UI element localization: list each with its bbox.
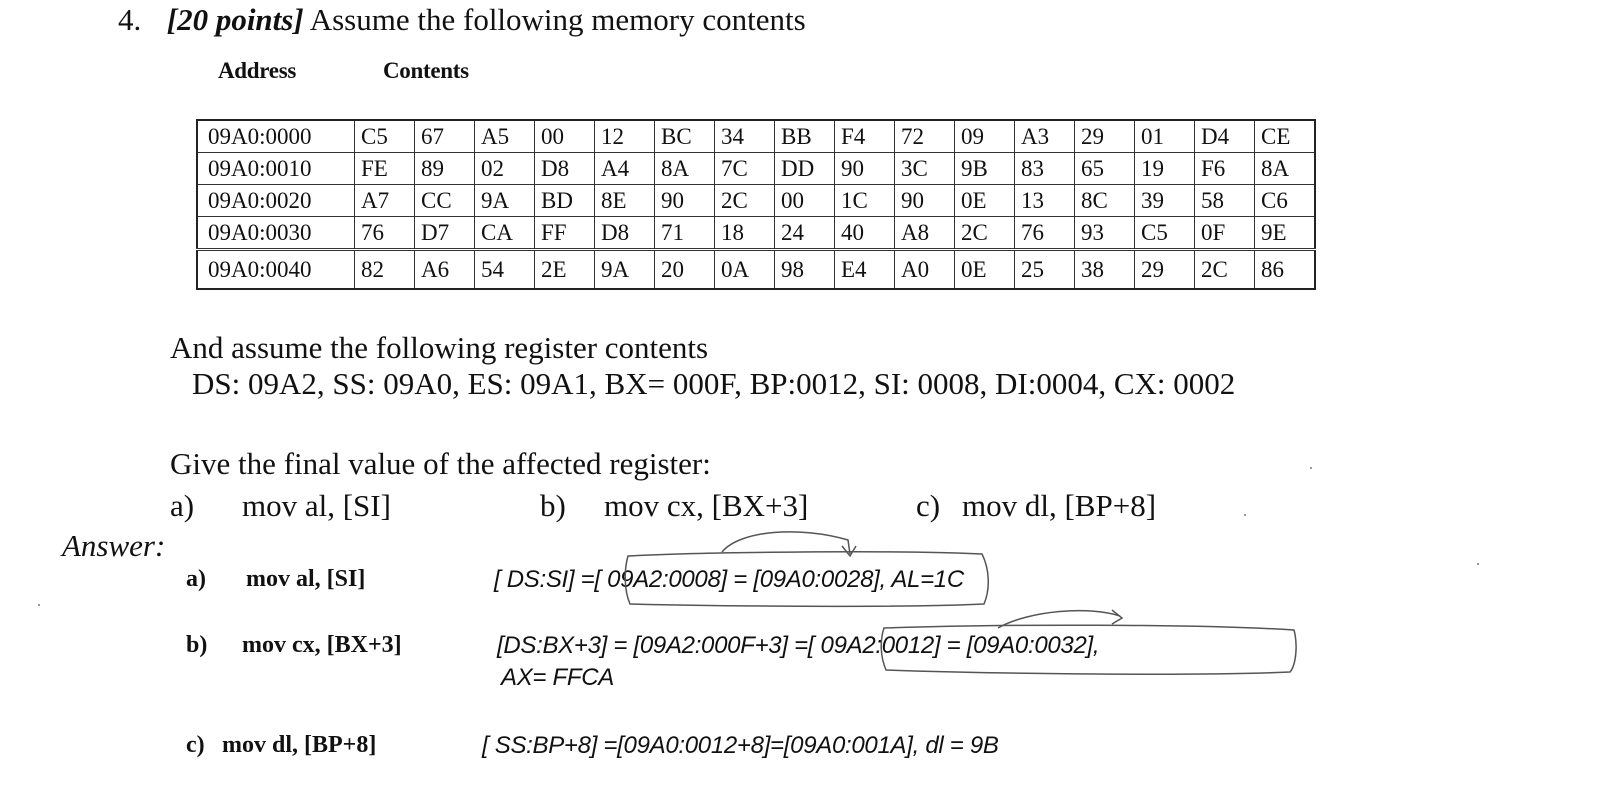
memory-byte-cell: C5	[1135, 217, 1195, 250]
memory-byte-cell: A8	[895, 217, 955, 250]
memory-row	[197, 217, 1315, 250]
task-a-letter: a)	[170, 488, 195, 523]
memory-byte-cell: FE	[355, 153, 415, 185]
answer-c-instruction: mov dl, [BP+8]	[222, 732, 377, 758]
annotation-arrow-b	[998, 611, 1120, 628]
memory-byte-cell: C5	[355, 120, 415, 153]
question-number: 4.	[118, 2, 142, 37]
memory-byte-cell: 29	[1135, 250, 1195, 290]
memory-byte-cell: FF	[535, 217, 595, 250]
scan-speck	[1477, 563, 1479, 565]
memory-byte-cell: D8	[535, 153, 595, 185]
memory-byte-cell: 24	[775, 217, 835, 250]
memory-byte-cell: A5	[475, 120, 535, 153]
memory-byte-cell: C6	[1255, 185, 1316, 217]
memory-row	[197, 120, 1315, 153]
memory-byte-cell: 40	[835, 217, 895, 250]
memory-byte-cell: A7	[355, 185, 415, 217]
memory-byte-cell: 34	[715, 120, 775, 153]
memory-byte-cell: 8A	[1255, 153, 1316, 185]
memory-byte-cell: 54	[475, 250, 535, 290]
memory-address-cell: 09A0:0030	[197, 217, 355, 250]
answer-a-letter: a)	[186, 566, 206, 592]
memory-byte-cell: A0	[895, 250, 955, 290]
memory-byte-cell: CA	[475, 217, 535, 250]
memory-byte-cell: 0A	[715, 250, 775, 290]
memory-byte-cell: 82	[355, 250, 415, 290]
memory-byte-cell: 98	[775, 250, 835, 290]
memory-byte-cell: 90	[895, 185, 955, 217]
memory-byte-cell: BC	[655, 120, 715, 153]
memory-byte-cell: 09	[955, 120, 1015, 153]
scan-speck	[1310, 467, 1312, 469]
memory-byte-cell: 18	[715, 217, 775, 250]
memory-byte-cell: D4	[1195, 120, 1255, 153]
memory-byte-cell: 76	[1015, 217, 1075, 250]
answer-b-instruction: mov cx, [BX+3]	[242, 632, 402, 658]
memory-byte-cell: DD	[775, 153, 835, 185]
answer-c-expression: [ SS:BP+8] =[09A0:0012+8]=[09A0:001A], dl = 9B	[482, 732, 999, 759]
memory-row	[197, 250, 1315, 290]
memory-byte-cell: BD	[535, 185, 595, 217]
memory-byte-cell: A3	[1015, 120, 1075, 153]
memory-byte-cell: 25	[1015, 250, 1075, 290]
memory-byte-cell: 13	[1015, 185, 1075, 217]
task-prompt: Give the final value of the affected register:	[170, 446, 711, 481]
memory-table	[196, 119, 1316, 290]
memory-byte-cell: 12	[595, 120, 655, 153]
memory-byte-cell: 90	[835, 153, 895, 185]
memory-byte-cell: 3C	[895, 153, 955, 185]
memory-row	[197, 153, 1315, 185]
memory-byte-cell: 93	[1075, 217, 1135, 250]
memory-byte-cell: 9E	[1255, 217, 1316, 250]
memory-byte-cell: F4	[835, 120, 895, 153]
scan-speck	[1244, 514, 1246, 516]
memory-byte-cell: 39	[1135, 185, 1195, 217]
scan-speck	[38, 604, 40, 606]
memory-byte-cell: 65	[1075, 153, 1135, 185]
memory-byte-cell: 2E	[535, 250, 595, 290]
answer-a-expression: [ DS:SI] =[ 09A2:0008] = [09A0:0028], AL=1C	[494, 566, 964, 593]
answer-label: Answer:	[62, 528, 166, 563]
memory-byte-cell: 38	[1075, 250, 1135, 290]
memory-byte-cell: 2C	[715, 185, 775, 217]
register-intro: And assume the following register contents	[170, 330, 709, 365]
memory-byte-cell: 9A	[595, 250, 655, 290]
memory-byte-cell: 83	[1015, 153, 1075, 185]
memory-byte-cell: 0E	[955, 250, 1015, 290]
answer-c-letter: c)	[186, 732, 205, 758]
memory-address-cell: 09A0:0000	[197, 120, 355, 153]
memory-byte-cell: E4	[835, 250, 895, 290]
memory-byte-cell: A6	[415, 250, 475, 290]
task-b-letter: b)	[540, 488, 566, 523]
memory-byte-cell: 20	[655, 250, 715, 290]
memory-byte-cell: 9B	[955, 153, 1015, 185]
memory-byte-cell: 01	[1135, 120, 1195, 153]
memory-byte-cell: 0F	[1195, 217, 1255, 250]
memory-byte-cell: 71	[655, 217, 715, 250]
task-c-letter: c)	[916, 488, 941, 523]
question-heading	[118, 2, 806, 38]
address-header: Address	[218, 58, 296, 83]
memory-byte-cell: CE	[1255, 120, 1316, 153]
memory-byte-cell: 2C	[1195, 250, 1255, 290]
memory-byte-cell: 0E	[955, 185, 1015, 217]
memory-address-cell: 09A0:0010	[197, 153, 355, 185]
memory-byte-cell: 7C	[715, 153, 775, 185]
register-values: DS: 09A2, SS: 09A0, ES: 09A1, BX= 000F, BP:0012, SI: 0008, DI:0004, CX: 0002	[192, 366, 1236, 401]
memory-byte-cell: D8	[595, 217, 655, 250]
annotation-arrowhead-b	[1112, 610, 1122, 624]
task-c-instruction: mov dl, [BP+8]	[962, 488, 1157, 523]
memory-byte-cell: 00	[535, 120, 595, 153]
memory-byte-cell: 8C	[1075, 185, 1135, 217]
answer-b-expression: [DS:BX+3] = [09A2:000F+3] =[ 09A2:0012] = [09A0:0032],	[497, 632, 1100, 659]
question-points: [20 points]	[166, 2, 304, 37]
memory-byte-cell: 89	[415, 153, 475, 185]
memory-byte-cell: 00	[775, 185, 835, 217]
memory-byte-cell: 8A	[655, 153, 715, 185]
task-b-instruction: mov cx, [BX+3]	[604, 488, 809, 523]
memory-byte-cell: 9A	[475, 185, 535, 217]
memory-byte-cell: D7	[415, 217, 475, 250]
memory-byte-cell: 90	[655, 185, 715, 217]
memory-byte-cell: A4	[595, 153, 655, 185]
annotation-arrowhead-a	[842, 546, 856, 556]
task-a-instruction: mov al, [SI]	[242, 488, 391, 523]
answer-b-result: AX= FFCA	[501, 664, 614, 691]
memory-byte-cell: 8E	[595, 185, 655, 217]
answer-a-instruction: mov al, [SI]	[246, 566, 366, 592]
memory-byte-cell: 72	[895, 120, 955, 153]
answer-b-letter: b)	[186, 632, 208, 658]
memory-address-cell: 09A0:0020	[197, 185, 355, 217]
memory-row	[197, 185, 1315, 217]
memory-byte-cell: 86	[1255, 250, 1316, 290]
annotation-arrow-a	[722, 532, 850, 554]
memory-byte-cell: F6	[1195, 153, 1255, 185]
contents-header: Contents	[383, 58, 469, 83]
memory-byte-cell: BB	[775, 120, 835, 153]
memory-byte-cell: CC	[415, 185, 475, 217]
memory-byte-cell: 76	[355, 217, 415, 250]
memory-byte-cell: 1C	[835, 185, 895, 217]
memory-byte-cell: 2C	[955, 217, 1015, 250]
memory-address-cell: 09A0:0040	[197, 250, 355, 290]
memory-byte-cell: 19	[1135, 153, 1195, 185]
question-prompt: Assume the following memory contents	[309, 2, 806, 37]
memory-byte-cell: 58	[1195, 185, 1255, 217]
memory-byte-cell: 29	[1075, 120, 1135, 153]
memory-byte-cell: 02	[475, 153, 535, 185]
memory-byte-cell: 67	[415, 120, 475, 153]
